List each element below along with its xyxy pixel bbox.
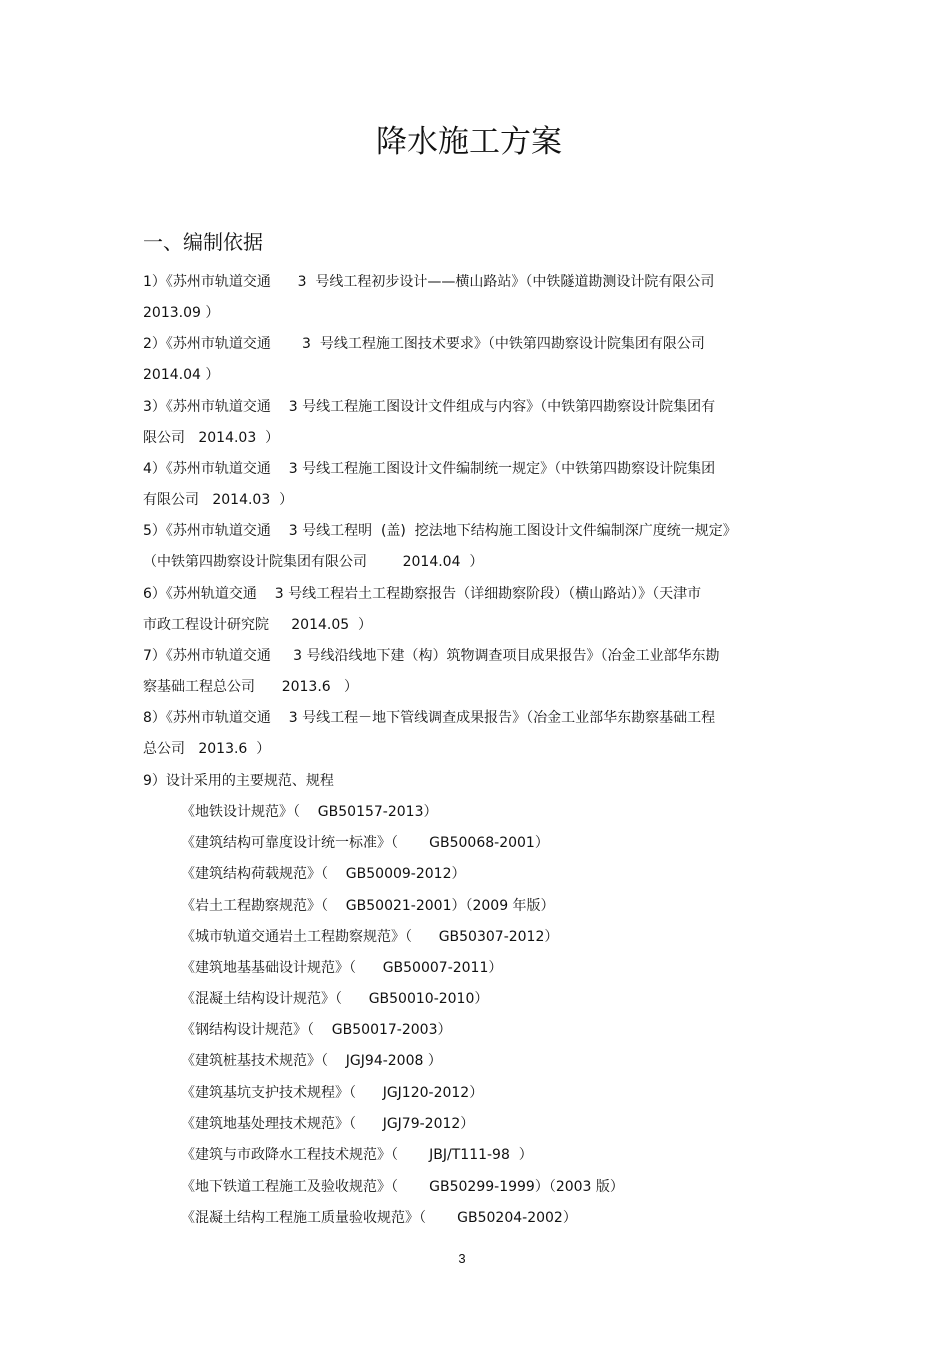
standard-item: 《建筑结构可靠度设计统一标准》（ GB50068-2001） [181, 835, 549, 851]
reference-line: 9）设计采用的主要规范、规程 [143, 773, 334, 789]
standard-item: 《混凝土结构工程施工质量验收规范》（ GB50204-2002） [181, 1210, 577, 1226]
document-title: 降水施工方案 [376, 124, 562, 160]
standard-item: 《钢结构设计规范》（ GB50017-2003） [181, 1022, 452, 1038]
standard-item: 《地下铁道工程施工及验收规范》（ GB50299-1999）（2003 版） [181, 1179, 624, 1195]
reference-line: 察基础工程总公司 2013.6 ） [143, 679, 359, 695]
reference-line: 3）《苏州市轨道交通 3 号线工程施工图设计文件组成与内容》（中铁第四勘察设计院集团有 [143, 399, 716, 415]
reference-line: 8）《苏州市轨道交通 3 号线工程－地下管线调查成果报告》（冶金工业部华东勘察基础工程 [143, 710, 716, 726]
reference-line: 市政工程设计研究院 2014.05 ） [143, 617, 373, 633]
standard-item: 《地铁设计规范》（ GB50157-2013） [181, 804, 438, 820]
reference-line: 4）《苏州市轨道交通 3 号线工程施工图设计文件编制统一规定》（中铁第四勘察设计院集团 [143, 461, 716, 477]
reference-line: 1）《苏州市轨道交通 3 号线工程初步设计——横山路站》（中铁隧道勘测设计院有限公司 [143, 274, 715, 290]
reference-line: 7）《苏州市轨道交通 3 号线沿线地下建（构）筑物调查项目成果报告》（冶金工业部华东勘 [143, 648, 720, 664]
reference-line: 2013.09 ） [143, 305, 220, 321]
reference-line: 有限公司 2014.03 ） [143, 492, 294, 508]
reference-line: 2）《苏州市轨道交通 3 号线工程施工图技术要求》（中铁第四勘察设计院集团有限公司 [143, 336, 705, 352]
reference-line: （中铁第四勘察设计院集团有限公司 2014.04 ） [143, 554, 484, 570]
standard-item: 《建筑地基处理技术规范》（ JGJ79-2012） [181, 1116, 475, 1132]
standard-item: 《建筑与市政降水工程技术规范》（ JBJ/T111-98 ） [181, 1147, 533, 1163]
standard-item: 《建筑结构荷载规范》（ GB50009-2012） [181, 866, 466, 882]
page-number: 3 [458, 1251, 466, 1266]
standard-item: 《混凝土结构设计规范》（ GB50010-2010） [181, 991, 489, 1007]
reference-line: 总公司 2013.6 ） [143, 741, 271, 757]
reference-line: 限公司 2014.03 ） [143, 430, 280, 446]
reference-line: 6）《苏州轨道交通 3 号线工程岩土工程勘察报告（详细勘察阶段）（横山路站）》（天津市 [143, 586, 702, 602]
standard-item: 《建筑桩基技术规范》（ JGJ94-2008 ） [181, 1053, 442, 1069]
standard-item: 《城市轨道交通岩土工程勘察规范》（ GB50307-2012） [181, 929, 559, 945]
reference-line: 2014.04 ） [143, 367, 220, 383]
reference-line: 5）《苏州市轨道交通 3 号线工程明 (盖) 挖法地下结构施工图设计文件编制深广度统一规定》 [143, 523, 737, 539]
standard-item: 《建筑基坑支护技术规程》（ JGJ120-2012） [181, 1085, 484, 1101]
standard-item: 《岩土工程勘察规范》（ GB50021-2001）（2009 年版） [181, 898, 555, 914]
standard-item: 《建筑地基基础设计规范》（ GB50007-2011） [181, 960, 503, 976]
section-heading: 一、编制依据 [143, 230, 263, 254]
